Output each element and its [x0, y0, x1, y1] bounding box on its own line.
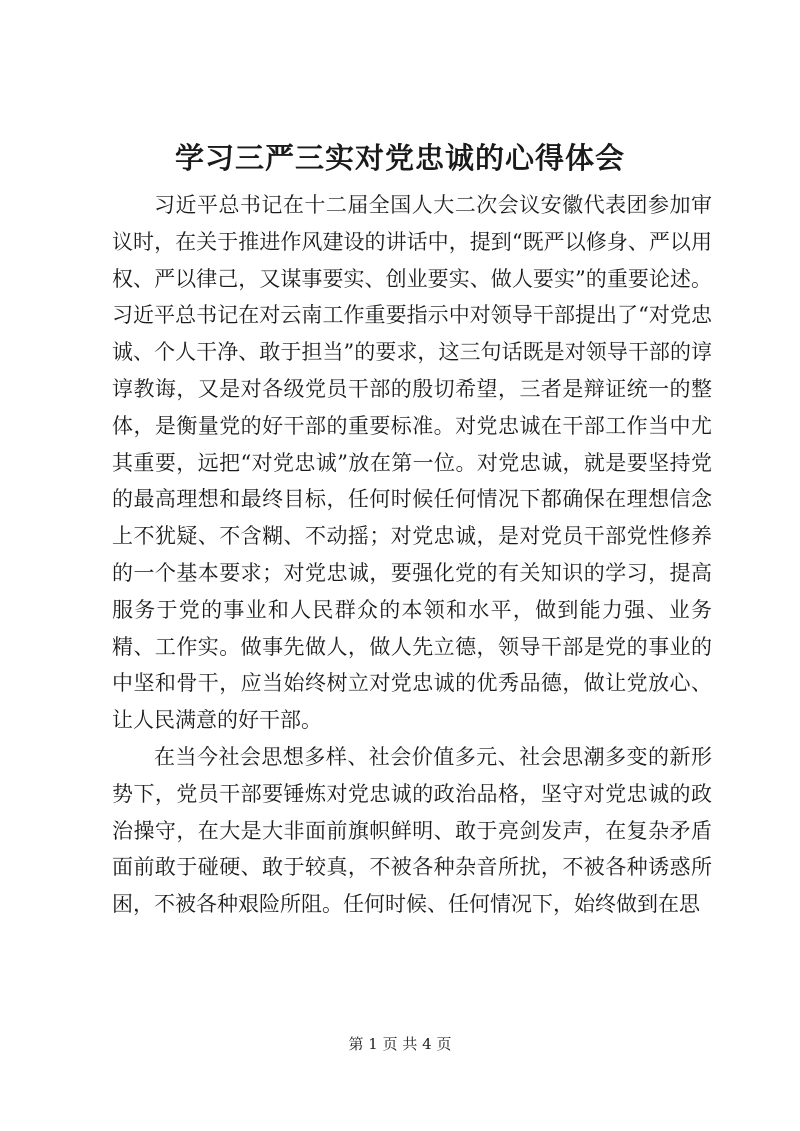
document-body [112, 187, 712, 923]
paragraph: 在当今社会思想多样、社会价值多元、社会思潮多变的新形势下，党员干部要锤炼对党忠诚的政治品格，坚守对党忠诚的政治操守，在大是大非面前旗帜鲜明、敢于亮剑发声，在复杂矛盾面前敢于碰硬、敢于较真，不被各种杂音所扰，不被各种诱惑所困，不被各种艰险所阻。任何时候、任何情况下，始终做到在思 [112, 744, 712, 917]
page-footer: 第 1 页 共 4 页 [348, 1035, 452, 1053]
paragraph: 习近平总书记在十二届全国人大二次会议安徽代表团参加审议时，在关于推进作风建设的讲话中，提到“既严以修身、严以用权、严以律己，又谋事要实、创业要实、做人要实”的重要论述。习近平总书记在对云南工作重要指示中对领导干部提出了“对党忠诚、个人干净、敢于担当”的要求，这三句话既是对领导干部的谆谆教诲，又是对各级党员干部的殷切希望，三者是辩证统一的整体，是衡量党的好干部的重要标准。对党忠诚在干部工作当中尤其重要，远把“对党忠诚”放在第一位。对党忠诚，就是要坚持党的最高理想和最终目标，任何时候任何情况下都确保在理想信念上不犹疑、不含糊、不动摇；对党忠诚，是对党员干部党性修养的一个基本要求；对党忠诚，要强化党的有关知识的学习，提高服务于党的事业和人民群众的本领和水平，做到能力强、业务精、工作实。做事先做人，做人先立德，领导干部是党的事业的中坚和骨干，应当始终树立对党忠诚的优秀品德，做让党放心、让人民满意的好干部。 [112, 193, 712, 733]
document-title: 学习三严三实对党忠诚的心得体会 [174, 141, 625, 175]
